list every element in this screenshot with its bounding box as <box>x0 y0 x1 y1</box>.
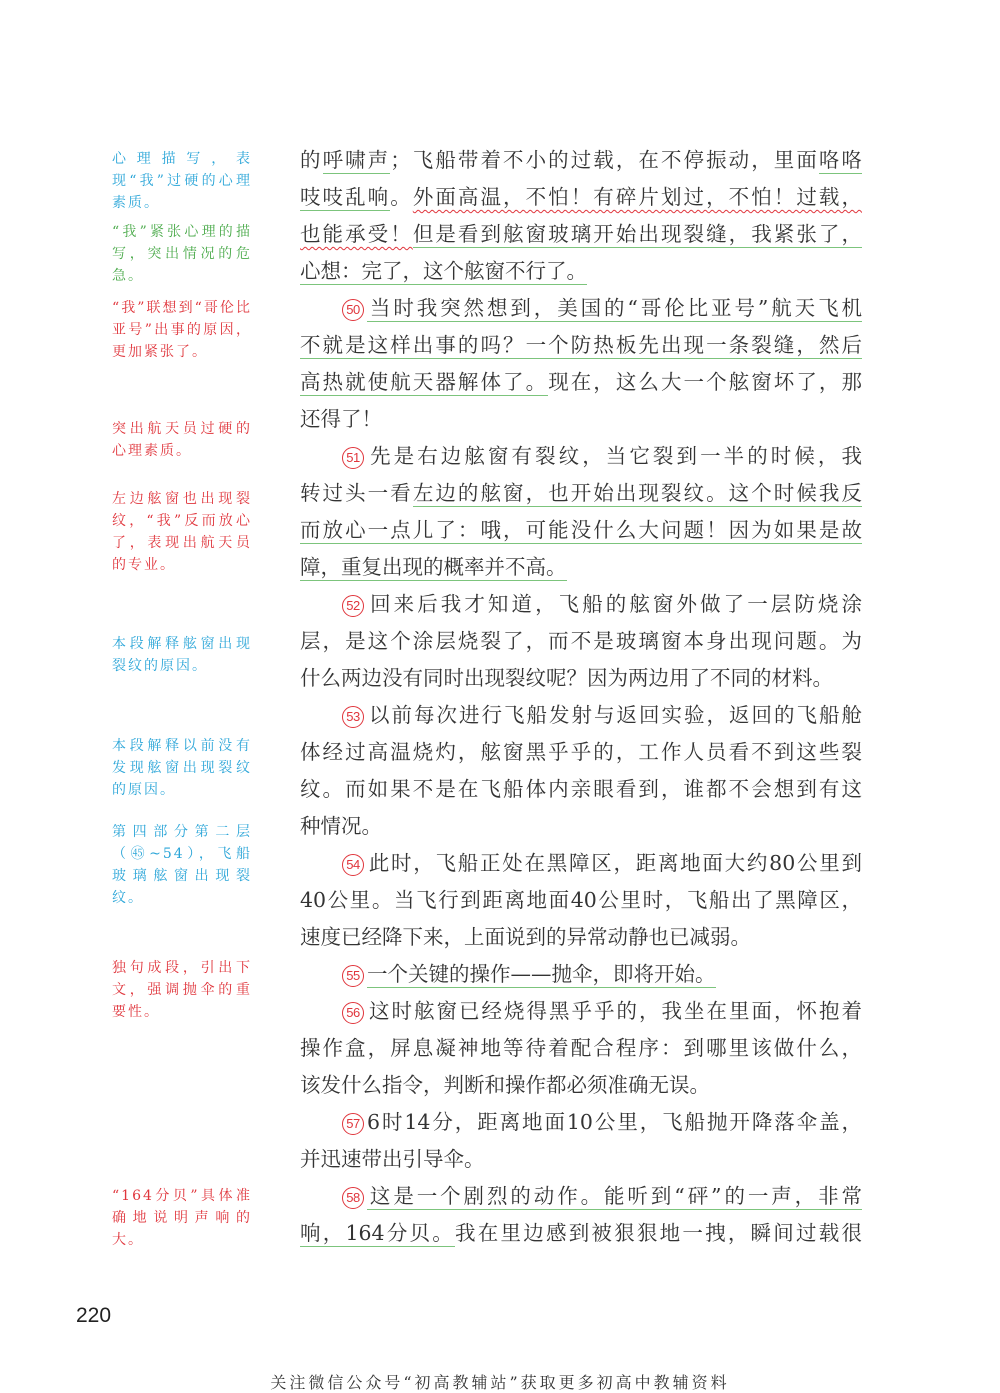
text-segment: 40公里。当飞行到距离地面40公里时，飞船出了黑障区， <box>300 888 862 912</box>
text-line <box>300 1104 862 1141</box>
text-segment: 并迅速带出引导伞。 <box>300 1147 485 1171</box>
text-segment: 纹。而如果不是在飞船体内亲眼看到，谁都不会想到有这 <box>300 777 862 801</box>
text-line <box>300 401 862 438</box>
text-line <box>300 1067 862 1104</box>
margin-note: 本段解释以前没有发现舷窗出现裂纹的原因。 <box>112 738 252 798</box>
text-segment: 什么两边没有同时出现裂纹呢？因为两边用了不同的材料。 <box>300 666 833 690</box>
text-line <box>300 290 862 327</box>
text-segment: 种情况。 <box>300 814 382 838</box>
text-segment: 以前每次进行飞船发射与返回实验，返回的飞船舱 <box>367 703 862 727</box>
text-line <box>300 364 862 401</box>
text-line <box>300 845 862 882</box>
margin-note: 独句成段，引出下文，强调抛伞的重要性。 <box>112 960 252 1020</box>
text-segment: 先是右边舷窗有裂纹，当它裂到一半的时候，我 <box>367 444 862 468</box>
underlined-text: 不就是这样出事的吗？一个防热板先出现一条裂缝，然后 <box>300 333 862 357</box>
margin-note: “我”联想到“哥伦比亚号”出事的原因，更加紧张了。 <box>112 300 252 360</box>
text-line <box>300 1178 862 1215</box>
paragraph-number-badge: 56 <box>342 1002 364 1024</box>
underlined-text: 左边的舷窗，也开始出现裂纹。这个时候我反 <box>412 481 862 505</box>
margin-note: 心理描写，表现“我”过硬的心理素质。 <box>112 151 252 211</box>
text-line <box>300 512 862 549</box>
text-line <box>300 586 862 623</box>
text-segment: 。 <box>390 185 413 209</box>
text-segment: 体经过高温烧灼，舷窗黑乎乎的，工作人员看不到这些裂 <box>300 740 862 764</box>
underlined-text: 呼啸声 <box>322 148 391 172</box>
text-line <box>300 438 862 475</box>
wavy-underlined-text: 外面高温，不怕！有碎片划过，不怕！过载， <box>412 185 862 209</box>
paragraph-number-badge: 58 <box>342 1187 364 1209</box>
text-line <box>300 142 862 179</box>
text-segment: 操作盒，屏息凝神地等待着配合程序：到哪里该做什么， <box>300 1036 862 1060</box>
underlined-text: 响，164分贝。 <box>300 1221 456 1245</box>
text-line <box>300 1141 862 1178</box>
underlined-text: 高热就使航天器解体了。 <box>300 370 549 394</box>
text-segment: 我在里边感到被狠狠地一拽，瞬间过载很 <box>455 1221 862 1245</box>
text-line <box>300 882 862 919</box>
text-segment: ；飞船带着不小的过载，在不停振动，里面 <box>390 148 819 172</box>
text-segment: 速度已经降下来，上面说到的异常动静也已减弱。 <box>300 925 751 949</box>
text-line <box>300 549 862 586</box>
text-line <box>300 993 862 1030</box>
underlined-text: 当时我突然想到，美国的“哥伦比亚号”航天飞机 <box>367 296 862 320</box>
wavy-underlined-text: 也能承受！ <box>300 222 413 246</box>
underlined-text: 障，重复出现的概率并不高。 <box>300 555 567 579</box>
underlined-text: 咯咯 <box>818 148 862 172</box>
text-line <box>300 179 862 216</box>
text-segment: 层，是这个涂层烧裂了，而不是玻璃窗本身出现问题。为 <box>300 629 862 653</box>
margin-note: “164分贝”具体准确地说明声响的大。 <box>112 1188 252 1248</box>
paragraph-number-badge: 50 <box>342 299 364 321</box>
underlined-text: 而放心一点儿了：哦，可能没什么大问题！因为如果是故 <box>300 518 862 542</box>
text-segment: 这时舷窗已经烧得黑乎乎的，我坐在里面，怀抱着 <box>367 999 862 1023</box>
paragraph-number-badge: 57 <box>342 1113 364 1135</box>
page-number: 220 <box>76 1304 112 1327</box>
margin-note: 第四部分第二层（㊺~54），飞船玻璃舷窗出现裂纹。 <box>112 824 252 906</box>
paragraph-number-badge: 53 <box>342 706 364 728</box>
underlined-text: 心想：完了，这个舷窗不行了。 <box>300 259 587 283</box>
paragraph-number-badge: 55 <box>342 965 364 987</box>
text-line <box>300 808 862 845</box>
text-segment: 转过头一看 <box>300 481 413 505</box>
footer-watermark-text: 关注微信公众号“初高教辅站”获取更多初高中教辅资料 <box>270 1373 730 1392</box>
text-segment: 回来后我才知道，飞船的舷窗外做了一层防烧涂 <box>367 592 862 616</box>
text-line <box>300 660 862 697</box>
text-line <box>300 771 862 808</box>
underlined-text: 吱吱乱响 <box>300 185 391 209</box>
text-line <box>300 216 862 253</box>
underlined-text: 这是一个剧烈的动作。能听到“砰”的一声，非常 <box>367 1184 862 1208</box>
text-segment: 6时14分，距离地面10公里，飞船抛开降落伞盖， <box>367 1110 862 1134</box>
text-segment: 该发什么指令，判断和操作都必须准确无误。 <box>300 1073 710 1097</box>
text-line <box>300 919 862 956</box>
text-line <box>300 956 862 993</box>
text-line <box>300 1030 862 1067</box>
text-line <box>300 475 862 512</box>
paragraph-number-badge: 51 <box>342 447 364 469</box>
paragraph-number-badge: 54 <box>342 854 364 876</box>
margin-note: 左边舷窗也出现裂纹，“我”反而放心了，表现出航天员的专业。 <box>112 491 252 573</box>
text-line <box>300 327 862 364</box>
text-segment: 现在，这么大一个舷窗坏了，那 <box>548 370 862 394</box>
text-line <box>300 697 862 734</box>
text-segment: 的 <box>300 148 323 172</box>
text-segment: 此时，飞船正处在黑障区，距离地面大约80公里到 <box>367 851 862 875</box>
margin-note: “我”紧张心理的描写，突出情况的危急。 <box>112 224 252 284</box>
margin-note: 本段解释舷窗出现裂纹的原因。 <box>112 636 252 674</box>
margin-note: 突出航天员过硬的心理素质。 <box>112 421 252 459</box>
text-line <box>300 1215 862 1252</box>
underlined-text: 一个关键的操作——抛伞，即将开始。 <box>367 962 716 986</box>
paragraph-number-badge: 52 <box>342 595 364 617</box>
text-segment: 还得了！ <box>300 407 382 431</box>
text-line <box>300 623 862 660</box>
text-line <box>300 253 862 290</box>
text-line <box>300 734 862 771</box>
underlined-text: 但是看到舷窗玻璃开始出现裂缝，我紧张了， <box>412 222 862 246</box>
